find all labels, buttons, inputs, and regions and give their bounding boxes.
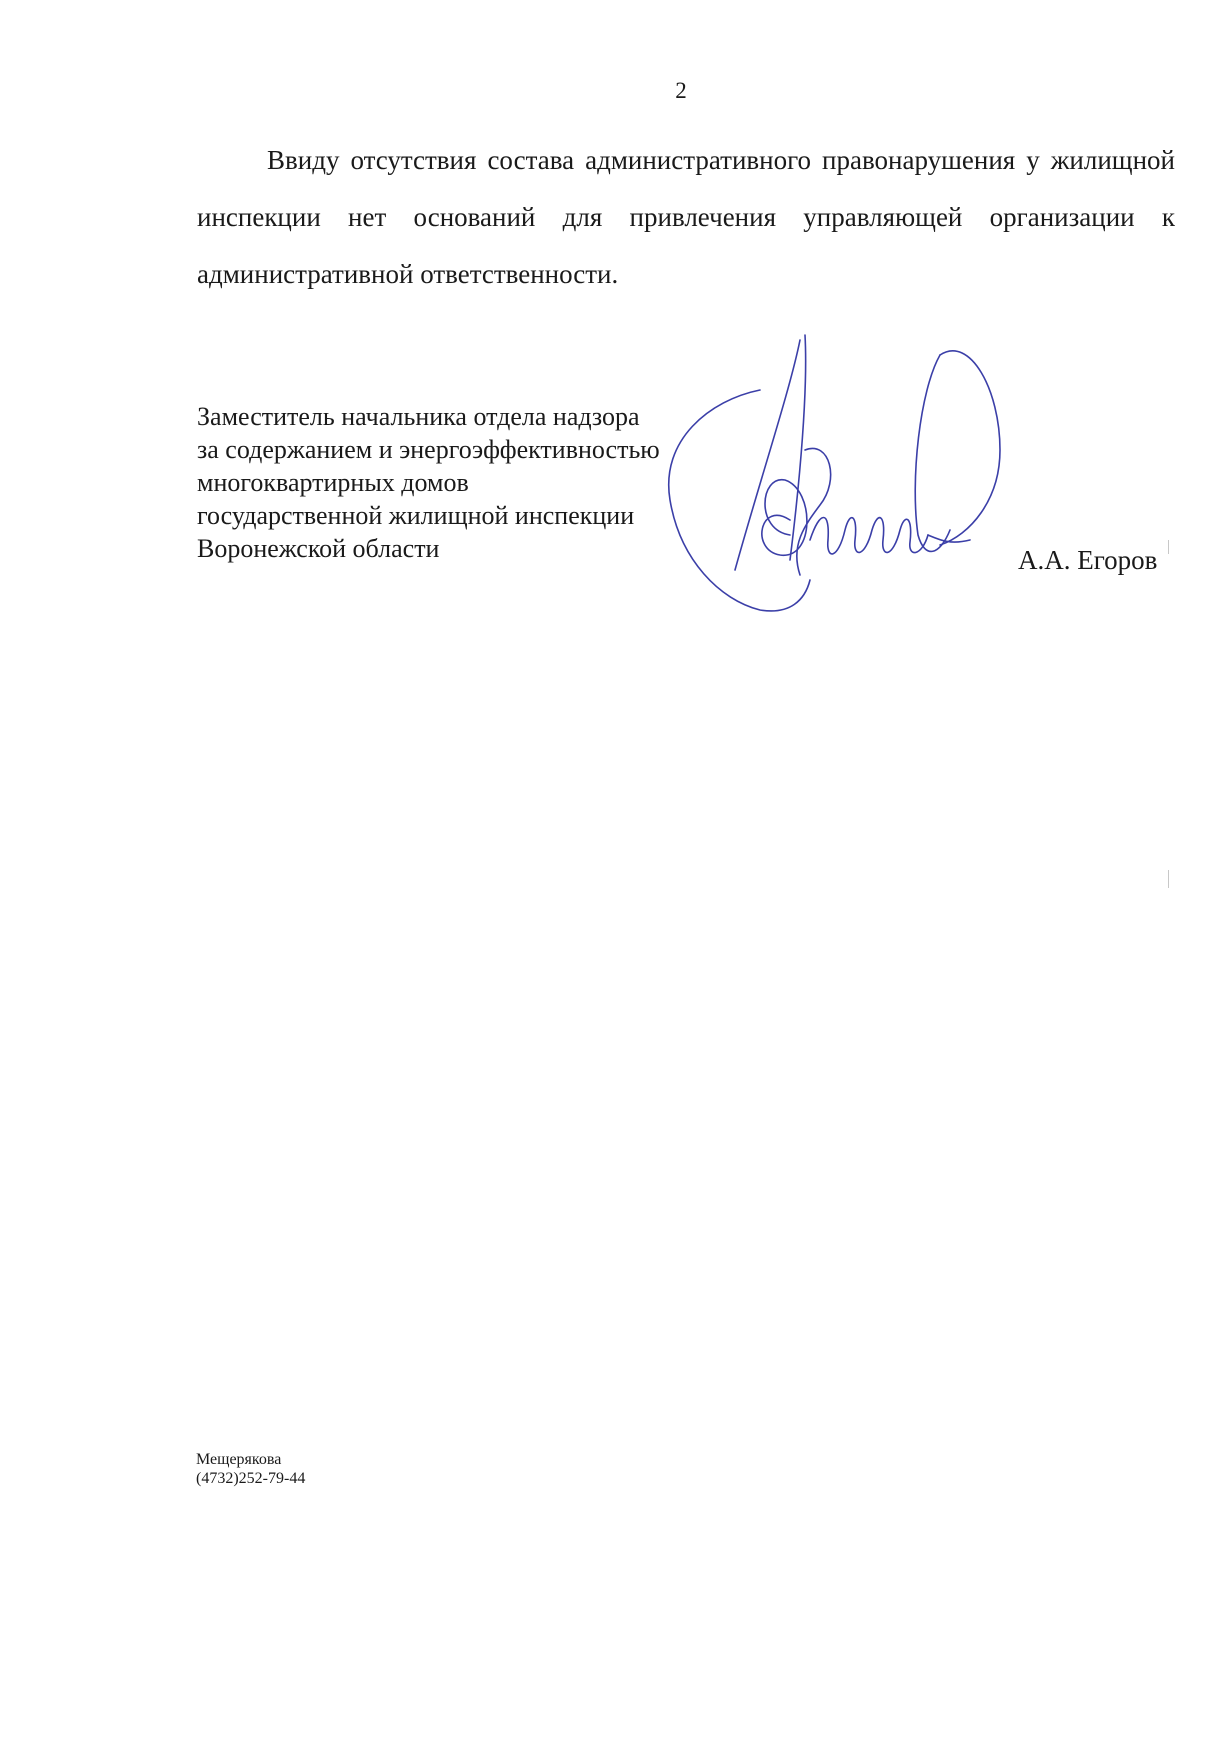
position-line: за содержанием и энергоэффективностью (197, 435, 660, 464)
position-line: государственной жилищной инспекции (197, 501, 635, 530)
position-line: многоквартирных домов (197, 468, 469, 497)
signer-name: А.А. Егоров (1018, 545, 1158, 575)
position-line: Заместитель начальника отдела надзора (197, 402, 640, 431)
scan-edge-mark (1168, 540, 1169, 554)
signatory-position (197, 400, 660, 565)
scan-edge-mark (1168, 870, 1169, 888)
body-paragraph: Ввиду отсутствия состава административного правонарушения у жилищной инспекции нет оснований для привлечения управляющей организации к административной ответственности. (197, 145, 1175, 289)
handwritten-signature (640, 330, 1020, 630)
executor-phone: (4732)252-79-44 (196, 1470, 306, 1487)
executor-name: Мещерякова (196, 1451, 282, 1468)
page-number: 2 (675, 78, 687, 103)
position-line: Воронежской области (197, 534, 440, 563)
executor-block (196, 1450, 305, 1488)
